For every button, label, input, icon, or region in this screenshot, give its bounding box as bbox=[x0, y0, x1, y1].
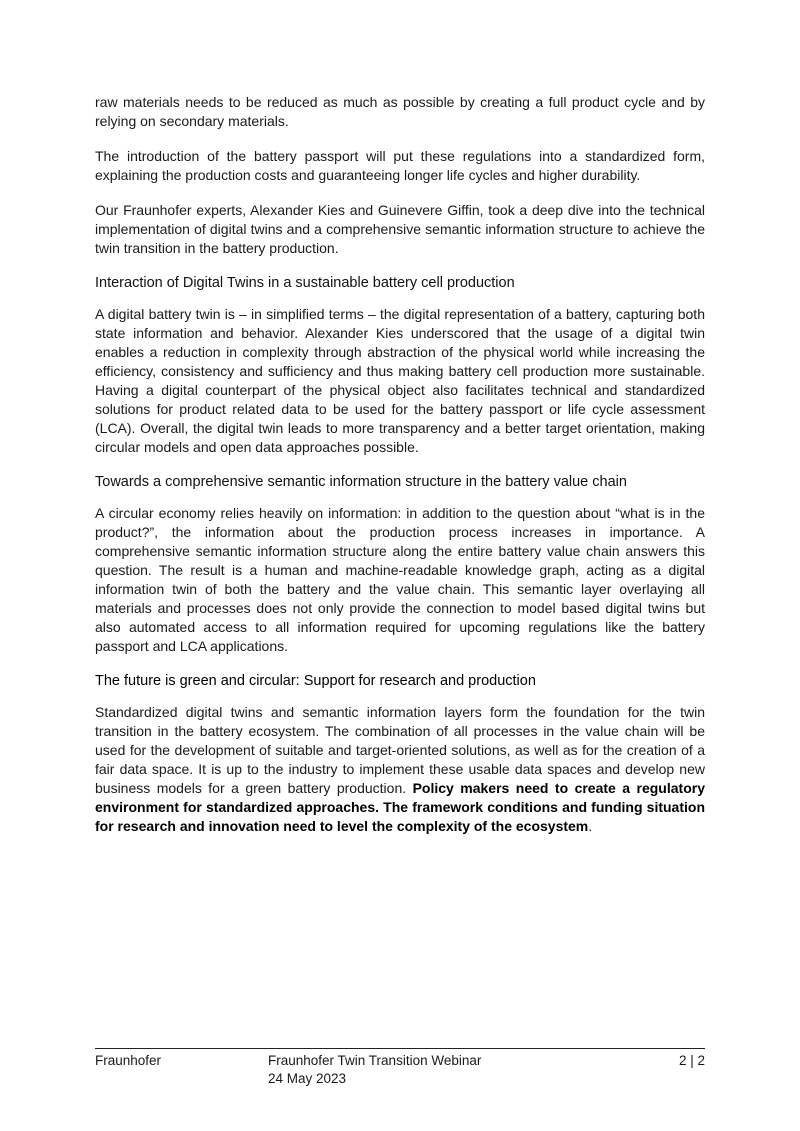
paragraph-digital-twins: A digital battery twin is – in simplified terms – the digital representation of a battery, capturing both state information and behavior. Alexander Kies underscored that the usage of a digital twin enables a reduction in complexity through abstraction of the physical world while increasing the efficiency, consistency and sufficiency and thus making battery cell production more sustainable. Having a digital counterpart of the physical object also facilitates technical and standardized solutions for product related data to be used for the battery passport or life cycle assessment (LCA). Overall, the digital twin leads to more transparency and a better target orientation, making circular models and open data approaches possible. bbox=[95, 306, 705, 455]
footer-event-date: 24 May 2023 bbox=[268, 1071, 347, 1086]
paragraph-future bbox=[95, 703, 705, 836]
footer-event bbox=[268, 1052, 481, 1088]
paragraph-semantic-structure: A circular economy relies heavily on information: in addition to the question about “what is in the product?”, the information about the production process increases in importance. A comprehensive semantic information structure along the entire battery value chain answers this question. The result is a human and machine-readable knowledge graph, acting as a digital information twin of both the battery and the value chain. This semantic layer overlaying all materials and processes does not only provide the connection to model based digital twins but also automated access to all information required for upcoming regulations like the battery passport and LCA applications. bbox=[95, 505, 705, 654]
paragraph-intro-1: raw materials needs to be reduced as much as possible by creating a full product cycle and by relying on secondary materials. bbox=[95, 94, 705, 129]
page-footer bbox=[95, 1048, 705, 1086]
footer-organization: Fraunhofer bbox=[95, 1053, 162, 1068]
section-heading-future: The future is green and circular: Support for research and production bbox=[95, 673, 536, 689]
paragraph-future-emphasis: Policy makers need to create a regulatory environment for standardized approaches. The framework conditions and funding situation for research and innovation need to level the complexity of the ecosystem bbox=[95, 780, 705, 834]
document-body bbox=[95, 93, 705, 852]
footer-page-number: 2 | 2 bbox=[678, 1053, 705, 1068]
paragraph-intro-3: Our Fraunhofer experts, Alexander Kies and Guinevere Giffin, took a deep dive into the technical implementation of digital twins and a comprehensive semantic information structure to achieve the twin transition in the battery production. bbox=[95, 202, 705, 256]
paragraph-intro-2: The introduction of the battery passport will put these regulations into a standardized form, explaining the production costs and guaranteeing longer life cycles and higher durability. bbox=[95, 148, 705, 183]
section-heading-digital-twins: Interaction of Digital Twins in a sustainable battery cell production bbox=[95, 275, 515, 291]
section-heading-semantic-structure: Towards a comprehensive semantic information structure in the battery value chain bbox=[95, 474, 627, 490]
footer-event-title: Fraunhofer Twin Transition Webinar bbox=[268, 1053, 482, 1068]
paragraph-future-end: . bbox=[588, 818, 593, 834]
paragraph-future-text: Standardized digital twins and semantic information layers form the foundation for the twin transition in the battery ecosystem. The combination of all processes in the value chain will be used for the development of suitable and target-oriented solutions, as well as for the creation of a fair data space. It is up to the industry to implement these usable data spaces and develop new business models for a green battery production. bbox=[95, 704, 705, 796]
